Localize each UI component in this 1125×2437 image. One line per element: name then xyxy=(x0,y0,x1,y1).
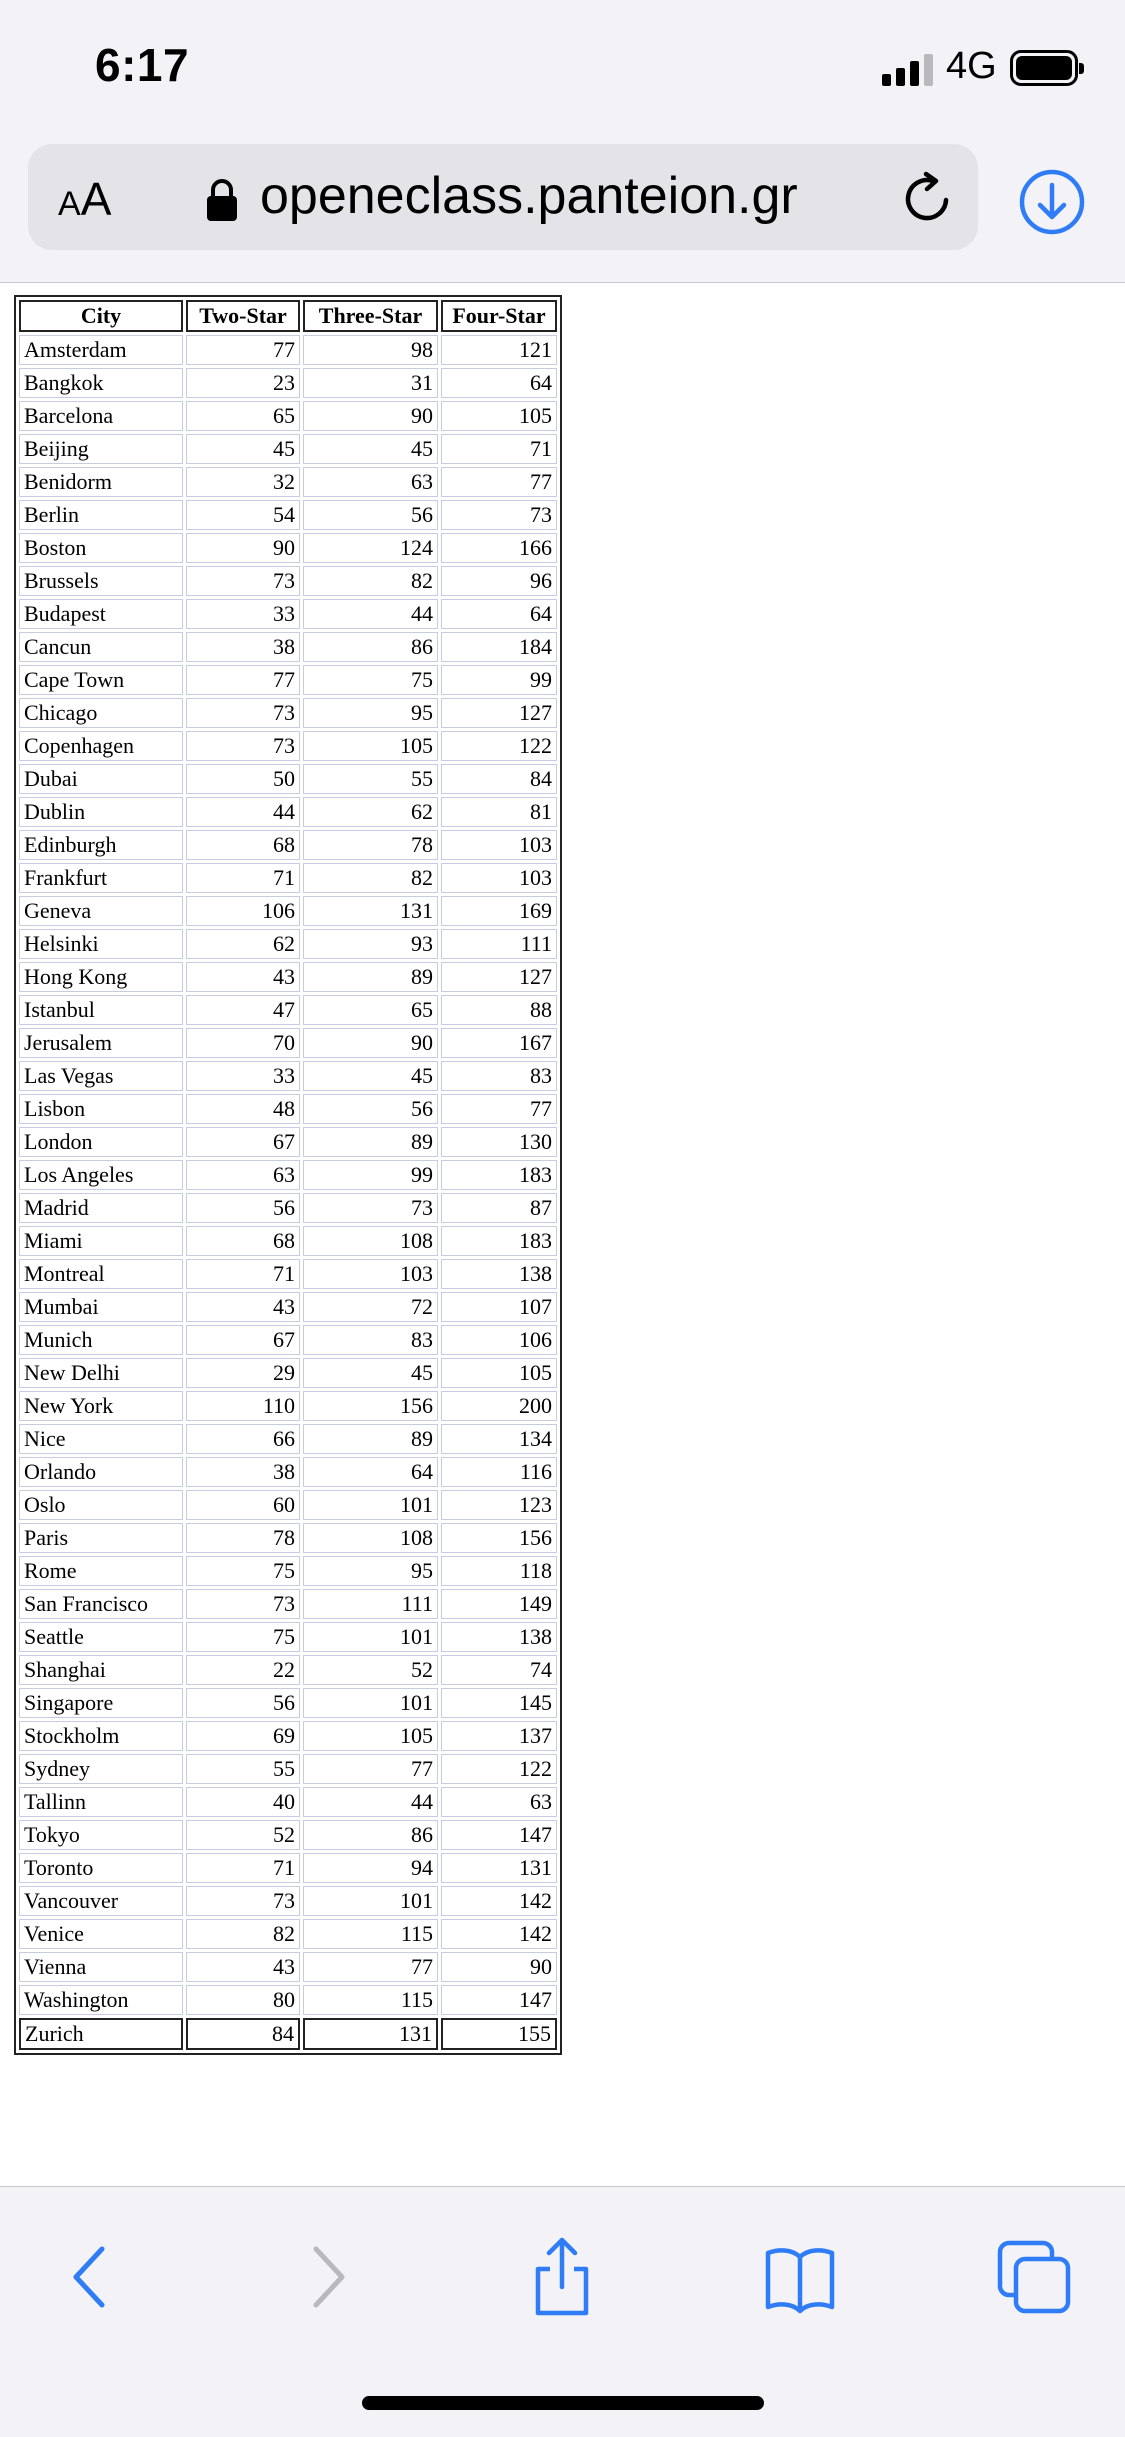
cell-four-star: 122 xyxy=(441,731,557,761)
table-row xyxy=(19,1622,557,1652)
cell-three-star: 65 xyxy=(303,995,438,1025)
cell-two-star: 73 xyxy=(186,731,300,761)
cell-city: Cape Town xyxy=(19,665,183,695)
cell-city: Madrid xyxy=(19,1193,183,1223)
cell-city: Vancouver xyxy=(19,1886,183,1916)
table-row xyxy=(19,1985,557,2015)
cell-four-star: 84 xyxy=(441,764,557,794)
cell-three-star: 75 xyxy=(303,665,438,695)
table-row xyxy=(19,731,557,761)
cell-city: San Francisco xyxy=(19,1589,183,1619)
table-row xyxy=(19,863,557,893)
web-content xyxy=(17,298,562,2055)
cell-two-star: 48 xyxy=(186,1094,300,1124)
table-row xyxy=(19,566,557,596)
cell-four-star: 131 xyxy=(441,1853,557,1883)
cell-two-star: 32 xyxy=(186,467,300,497)
cell-city: Copenhagen xyxy=(19,731,183,761)
table-row xyxy=(19,368,557,398)
cell-four-star: 142 xyxy=(441,1919,557,1949)
cell-four-star: 74 xyxy=(441,1655,557,1685)
cell-three-star: 45 xyxy=(303,434,438,464)
table-row xyxy=(19,1589,557,1619)
hotel-prices-table xyxy=(14,295,562,2055)
cell-city: London xyxy=(19,1127,183,1157)
cell-two-star: 43 xyxy=(186,1952,300,1982)
cell-three-star: 108 xyxy=(303,1226,438,1256)
cell-three-star: 98 xyxy=(303,335,438,365)
cell-city: Hong Kong xyxy=(19,962,183,992)
cell-four-star: 106 xyxy=(441,1325,557,1355)
table-row xyxy=(19,698,557,728)
reader-options-button[interactable] xyxy=(58,172,111,226)
table-header-row xyxy=(19,300,557,332)
cell-four-star: 107 xyxy=(441,1292,557,1322)
table-row xyxy=(19,1655,557,1685)
header-city: City xyxy=(19,300,183,332)
cell-city: Stockholm xyxy=(19,1721,183,1751)
cell-four-star: 64 xyxy=(441,368,557,398)
cell-four-star: 169 xyxy=(441,896,557,926)
lock-icon xyxy=(206,178,238,222)
cell-two-star: 52 xyxy=(186,1820,300,1850)
cell-city: Dublin xyxy=(19,797,183,827)
header-two-star: Two-Star xyxy=(186,300,300,332)
cell-four-star: 155 xyxy=(441,2018,557,2050)
cell-four-star: 145 xyxy=(441,1688,557,1718)
url-text[interactable]: openeclass.panteion.gr xyxy=(260,167,798,225)
cell-four-star: 103 xyxy=(441,863,557,893)
cell-four-star: 77 xyxy=(441,1094,557,1124)
cell-two-star: 68 xyxy=(186,1226,300,1256)
cell-four-star: 137 xyxy=(441,1721,557,1751)
cell-four-star: 127 xyxy=(441,962,557,992)
cell-two-star: 55 xyxy=(186,1754,300,1784)
cell-three-star: 95 xyxy=(303,1556,438,1586)
cell-city: Benidorm xyxy=(19,467,183,497)
cell-two-star: 70 xyxy=(186,1028,300,1058)
cell-three-star: 56 xyxy=(303,500,438,530)
cell-two-star: 68 xyxy=(186,830,300,860)
table-row xyxy=(19,962,557,992)
table-row xyxy=(19,797,557,827)
cell-three-star: 83 xyxy=(303,1325,438,1355)
table-row xyxy=(19,1094,557,1124)
cell-city: Cancun xyxy=(19,632,183,662)
cell-two-star: 44 xyxy=(186,797,300,827)
cell-two-star: 73 xyxy=(186,698,300,728)
cell-city: Oslo xyxy=(19,1490,183,1520)
cell-two-star: 50 xyxy=(186,764,300,794)
cell-three-star: 93 xyxy=(303,929,438,959)
table-row xyxy=(19,467,557,497)
cell-three-star: 156 xyxy=(303,1391,438,1421)
table-row xyxy=(19,830,557,860)
cell-three-star: 99 xyxy=(303,1160,438,1190)
cell-four-star: 149 xyxy=(441,1589,557,1619)
cell-city: Nice xyxy=(19,1424,183,1454)
cell-city: Beijing xyxy=(19,434,183,464)
cell-two-star: 45 xyxy=(186,434,300,464)
table-row xyxy=(19,764,557,794)
cell-two-star: 38 xyxy=(186,1457,300,1487)
cell-three-star: 108 xyxy=(303,1523,438,1553)
cell-two-star: 56 xyxy=(186,1193,300,1223)
cell-city: Brussels xyxy=(19,566,183,596)
table-row xyxy=(19,1127,557,1157)
cell-four-star: 156 xyxy=(441,1523,557,1553)
cell-three-star: 90 xyxy=(303,401,438,431)
cell-two-star: 71 xyxy=(186,1853,300,1883)
table-row xyxy=(19,1820,557,1850)
cell-city: Budapest xyxy=(19,599,183,629)
table-row xyxy=(19,1688,557,1718)
cell-four-star: 118 xyxy=(441,1556,557,1586)
cell-two-star: 73 xyxy=(186,1589,300,1619)
table-row xyxy=(19,599,557,629)
cell-four-star: 138 xyxy=(441,1259,557,1289)
cell-city: Istanbul xyxy=(19,995,183,1025)
cell-two-star: 71 xyxy=(186,1259,300,1289)
cell-two-star: 22 xyxy=(186,1655,300,1685)
table-row xyxy=(19,401,557,431)
cell-three-star: 101 xyxy=(303,1490,438,1520)
cell-three-star: 101 xyxy=(303,1688,438,1718)
cell-city: Lisbon xyxy=(19,1094,183,1124)
tabs-icon[interactable] xyxy=(994,2237,1074,2317)
cell-city: Paris xyxy=(19,1523,183,1553)
cell-two-star: 47 xyxy=(186,995,300,1025)
cell-city: Tallinn xyxy=(19,1787,183,1817)
cell-four-star: 73 xyxy=(441,500,557,530)
cell-city: Singapore xyxy=(19,1688,183,1718)
cell-four-star: 123 xyxy=(441,1490,557,1520)
cell-three-star: 89 xyxy=(303,1127,438,1157)
cell-three-star: 56 xyxy=(303,1094,438,1124)
cell-two-star: 33 xyxy=(186,1061,300,1091)
cell-three-star: 55 xyxy=(303,764,438,794)
cell-two-star: 75 xyxy=(186,1556,300,1586)
table-row xyxy=(19,500,557,530)
cell-city: Washington xyxy=(19,1985,183,2015)
cell-two-star: 43 xyxy=(186,1292,300,1322)
cell-two-star: 69 xyxy=(186,1721,300,1751)
table-row xyxy=(19,1787,557,1817)
cell-two-star: 33 xyxy=(186,599,300,629)
cell-city: Miami xyxy=(19,1226,183,1256)
status-time: 6:17 xyxy=(95,39,190,91)
table-row xyxy=(19,1721,557,1751)
home-indicator xyxy=(362,2396,764,2410)
aa-small-letter: A xyxy=(58,185,81,223)
cell-two-star: 73 xyxy=(186,566,300,596)
table-row xyxy=(19,1424,557,1454)
browser-address-area xyxy=(0,140,1125,283)
table-row xyxy=(19,1853,557,1883)
cell-city: Shanghai xyxy=(19,1655,183,1685)
cell-city: Los Angeles xyxy=(19,1160,183,1190)
table-row xyxy=(19,1457,557,1487)
address-bar[interactable] xyxy=(28,144,978,250)
cell-three-star: 73 xyxy=(303,1193,438,1223)
table-row xyxy=(19,1919,557,1949)
cell-two-star: 78 xyxy=(186,1523,300,1553)
table-row xyxy=(19,1358,557,1388)
cell-city: Sydney xyxy=(19,1754,183,1784)
table-row xyxy=(19,1391,557,1421)
cell-four-star: 138 xyxy=(441,1622,557,1652)
cell-three-star: 131 xyxy=(303,896,438,926)
reload-icon[interactable] xyxy=(900,170,956,226)
cell-four-star: 96 xyxy=(441,566,557,596)
table-row xyxy=(19,1754,557,1784)
cell-four-star: 200 xyxy=(441,1391,557,1421)
cell-four-star: 167 xyxy=(441,1028,557,1058)
header-four-star: Four-Star xyxy=(441,300,557,332)
table-row xyxy=(19,1490,557,1520)
table-row xyxy=(19,1325,557,1355)
cell-two-star: 65 xyxy=(186,401,300,431)
cell-three-star: 77 xyxy=(303,1952,438,1982)
cell-four-star: 63 xyxy=(441,1787,557,1817)
cell-two-star: 29 xyxy=(186,1358,300,1388)
header-three-star: Three-Star xyxy=(303,300,438,332)
cell-four-star: 64 xyxy=(441,599,557,629)
cell-city: Edinburgh xyxy=(19,830,183,860)
cell-four-star: 183 xyxy=(441,1160,557,1190)
cell-city: Dubai xyxy=(19,764,183,794)
cell-four-star: 77 xyxy=(441,467,557,497)
cell-four-star: 103 xyxy=(441,830,557,860)
cell-three-star: 105 xyxy=(303,1721,438,1751)
forward-icon[interactable] xyxy=(286,2237,366,2317)
back-icon[interactable] xyxy=(52,2237,132,2317)
cell-two-star: 54 xyxy=(186,500,300,530)
cell-city: Orlando xyxy=(19,1457,183,1487)
signal-strength-icon xyxy=(882,52,934,86)
cell-city: Berlin xyxy=(19,500,183,530)
cell-two-star: 67 xyxy=(186,1127,300,1157)
cell-two-star: 82 xyxy=(186,1919,300,1949)
table-row xyxy=(19,1160,557,1190)
cell-two-star: 80 xyxy=(186,1985,300,2015)
cell-four-star: 105 xyxy=(441,1358,557,1388)
cell-three-star: 77 xyxy=(303,1754,438,1784)
cell-city: Vienna xyxy=(19,1952,183,1982)
cell-city: Geneva xyxy=(19,896,183,926)
cell-two-star: 66 xyxy=(186,1424,300,1454)
share-icon[interactable] xyxy=(522,2237,602,2317)
cell-three-star: 45 xyxy=(303,1061,438,1091)
cell-city: New Delhi xyxy=(19,1358,183,1388)
table-row xyxy=(19,665,557,695)
cell-two-star: 67 xyxy=(186,1325,300,1355)
cell-four-star: 130 xyxy=(441,1127,557,1157)
cell-three-star: 78 xyxy=(303,830,438,860)
table-row xyxy=(19,1259,557,1289)
cell-city: Rome xyxy=(19,1556,183,1586)
cell-three-star: 111 xyxy=(303,1589,438,1619)
cell-two-star: 62 xyxy=(186,929,300,959)
cell-three-star: 89 xyxy=(303,962,438,992)
cell-four-star: 184 xyxy=(441,632,557,662)
cell-two-star: 75 xyxy=(186,1622,300,1652)
cell-city: Bangkok xyxy=(19,368,183,398)
table-row xyxy=(19,1292,557,1322)
cell-four-star: 142 xyxy=(441,1886,557,1916)
table-row xyxy=(19,434,557,464)
cell-city: Helsinki xyxy=(19,929,183,959)
cell-four-star: 147 xyxy=(441,1985,557,2015)
battery-icon xyxy=(1010,50,1078,86)
table-row xyxy=(19,1556,557,1586)
table-row xyxy=(19,632,557,662)
cell-four-star: 99 xyxy=(441,665,557,695)
cell-city: New York xyxy=(19,1391,183,1421)
table-row xyxy=(19,1193,557,1223)
cell-four-star: 87 xyxy=(441,1193,557,1223)
cell-two-star: 77 xyxy=(186,665,300,695)
table-row xyxy=(19,1886,557,1916)
cell-three-star: 103 xyxy=(303,1259,438,1289)
cell-four-star: 83 xyxy=(441,1061,557,1091)
table-row xyxy=(19,335,557,365)
cell-four-star: 127 xyxy=(441,698,557,728)
cell-three-star: 52 xyxy=(303,1655,438,1685)
cell-city: Boston xyxy=(19,533,183,563)
cell-two-star: 106 xyxy=(186,896,300,926)
cell-three-star: 105 xyxy=(303,731,438,761)
cell-three-star: 124 xyxy=(303,533,438,563)
cell-two-star: 110 xyxy=(186,1391,300,1421)
table-row xyxy=(19,1952,557,1982)
cell-city: Munich xyxy=(19,1325,183,1355)
cell-three-star: 86 xyxy=(303,632,438,662)
cell-three-star: 95 xyxy=(303,698,438,728)
table-row xyxy=(19,1226,557,1256)
table-row xyxy=(19,929,557,959)
cell-three-star: 44 xyxy=(303,1787,438,1817)
table-row xyxy=(19,1523,557,1553)
cell-city: Las Vegas xyxy=(19,1061,183,1091)
cell-city: Frankfurt xyxy=(19,863,183,893)
cell-three-star: 131 xyxy=(303,2018,438,2050)
cell-two-star: 71 xyxy=(186,863,300,893)
cell-four-star: 147 xyxy=(441,1820,557,1850)
cell-city: Mumbai xyxy=(19,1292,183,1322)
cell-three-star: 45 xyxy=(303,1358,438,1388)
cell-three-star: 101 xyxy=(303,1622,438,1652)
cell-three-star: 115 xyxy=(303,1919,438,1949)
cell-two-star: 38 xyxy=(186,632,300,662)
cell-four-star: 183 xyxy=(441,1226,557,1256)
cell-three-star: 72 xyxy=(303,1292,438,1322)
cell-four-star: 166 xyxy=(441,533,557,563)
table-row xyxy=(19,1028,557,1058)
cell-three-star: 82 xyxy=(303,863,438,893)
cell-two-star: 60 xyxy=(186,1490,300,1520)
cell-three-star: 64 xyxy=(303,1457,438,1487)
cell-three-star: 89 xyxy=(303,1424,438,1454)
cell-two-star: 40 xyxy=(186,1787,300,1817)
cell-city: Toronto xyxy=(19,1853,183,1883)
cell-four-star: 116 xyxy=(441,1457,557,1487)
status-bar xyxy=(0,0,1125,140)
cell-three-star: 44 xyxy=(303,599,438,629)
cell-two-star: 84 xyxy=(186,2018,300,2050)
bookmarks-icon[interactable] xyxy=(760,2237,840,2317)
cell-three-star: 62 xyxy=(303,797,438,827)
cell-two-star: 77 xyxy=(186,335,300,365)
cell-two-star: 63 xyxy=(186,1160,300,1190)
cell-two-star: 43 xyxy=(186,962,300,992)
cell-city: Amsterdam xyxy=(19,335,183,365)
cell-four-star: 105 xyxy=(441,401,557,431)
cell-four-star: 111 xyxy=(441,929,557,959)
cell-two-star: 73 xyxy=(186,1886,300,1916)
table-row xyxy=(19,896,557,926)
cell-two-star: 90 xyxy=(186,533,300,563)
cell-four-star: 122 xyxy=(441,1754,557,1784)
cell-four-star: 81 xyxy=(441,797,557,827)
cell-city: Seattle xyxy=(19,1622,183,1652)
cell-city: Zurich xyxy=(19,2018,183,2050)
cell-two-star: 56 xyxy=(186,1688,300,1718)
cell-three-star: 115 xyxy=(303,1985,438,2015)
table-row xyxy=(19,533,557,563)
cell-three-star: 63 xyxy=(303,467,438,497)
cell-four-star: 90 xyxy=(441,1952,557,1982)
cell-city: Venice xyxy=(19,1919,183,1949)
cell-four-star: 121 xyxy=(441,335,557,365)
cell-city: Jerusalem xyxy=(19,1028,183,1058)
table-row xyxy=(19,1061,557,1091)
network-type: 4G xyxy=(946,45,997,87)
cell-three-star: 82 xyxy=(303,566,438,596)
download-icon[interactable] xyxy=(1018,168,1086,236)
cell-four-star: 88 xyxy=(441,995,557,1025)
cell-city: Montreal xyxy=(19,1259,183,1289)
cell-city: Barcelona xyxy=(19,401,183,431)
cell-three-star: 94 xyxy=(303,1853,438,1883)
table-row xyxy=(19,2018,557,2050)
cell-city: Chicago xyxy=(19,698,183,728)
cell-three-star: 86 xyxy=(303,1820,438,1850)
cell-three-star: 31 xyxy=(303,368,438,398)
cell-four-star: 134 xyxy=(441,1424,557,1454)
cell-city: Tokyo xyxy=(19,1820,183,1850)
cell-three-star: 101 xyxy=(303,1886,438,1916)
aa-large-letter: A xyxy=(80,173,112,225)
cell-four-star: 71 xyxy=(441,434,557,464)
cell-two-star: 23 xyxy=(186,368,300,398)
cell-three-star: 90 xyxy=(303,1028,438,1058)
table-row xyxy=(19,995,557,1025)
